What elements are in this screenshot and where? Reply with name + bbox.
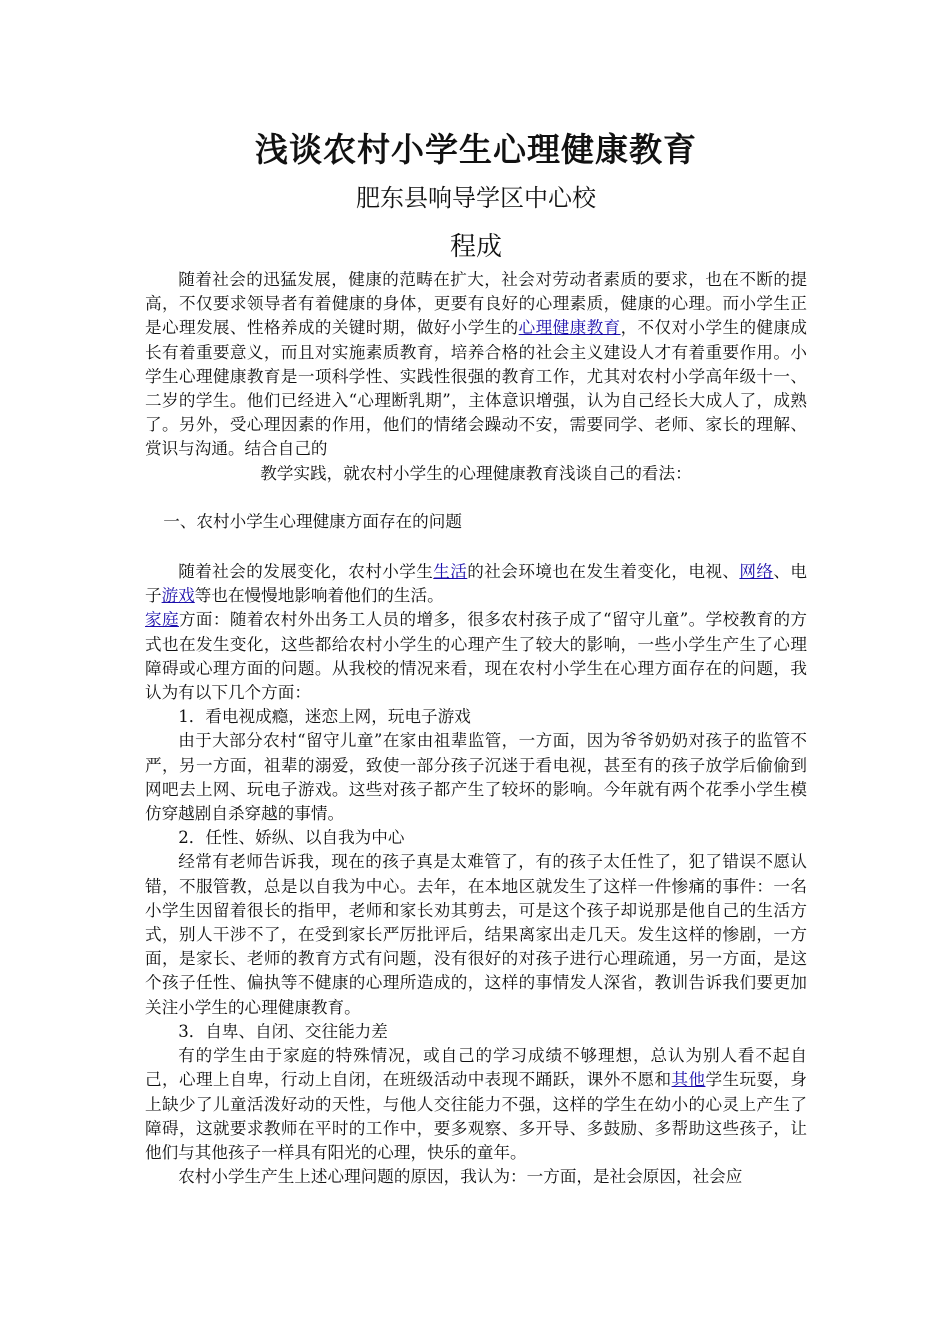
paragraph-text: 方面：随着农村外出务工人员的增多，很多农村孩子成了“留守儿童”。学校教育的方式也在发生变化，这些都给农村小学生的心理产生了较大的影响，一些小学生产生了心理障碍或心理方面的问题。从我校的情况来看，现在农村小学生在心理方面存在的问题，我认为有以下几个方面： xyxy=(145,610,808,703)
document-body xyxy=(145,268,807,1189)
paragraph-text: 等也在慢慢地影响着他们的生活。 xyxy=(194,586,444,606)
link-mental-health-education[interactable]: 心理健康教育 xyxy=(518,318,621,338)
intro-paragraph-end: 教学实践，就农村小学生的心理健康教育浅谈自己的看法： xyxy=(260,463,692,483)
subheading-1: 1．看电视成瘾，迷恋上网，玩电子游戏 xyxy=(178,707,471,727)
paragraph-text: 随着社会的发展变化，农村小学生 xyxy=(178,562,434,582)
school-name: 肥东县响导学区中心校 xyxy=(356,184,596,212)
link-family[interactable]: 家庭 xyxy=(145,610,179,630)
paragraph-environment xyxy=(145,560,807,608)
link-game[interactable]: 游戏 xyxy=(161,586,195,606)
paragraph-self-centered: 经常有老师告诉我，现在的孩子真是太难管了，有的孩子太任性了，犯了错误不愿认错，不服管教，总是以自我为中心。去年，在本地区就发生了这样一件惨痛的事件：一名小学生因留着很长的指甲，老师和家长劝其剪去，可是这个孩子却说那是他自己的生活方式，别人干涉不了，在受到家长严厉批评后，结果离家出走几天。发生这样的惨剧，一方面，是家长、老师的教育方式有问题，没有很好的对孩子进行心理疏通，另一方面，是这个孩子任性、偏执等不健康的心理所造成的，这样的事情发人深省，教训告诉我们要更加关注小学生的心理健康教育。 xyxy=(145,852,807,1017)
paragraph-tv-addiction: 由于大部分农村“留守儿童”在家由祖辈监管，一方面，因为爷爷奶奶对孩子的监管不严，另一方面，祖辈的溺爱，致使一部分孩子沉迷于看电视，甚至有的孩子放学后偷偷到网吧去上网、玩电子游戏。这些对孩子都产生了较坏的影响。今年就有两个花季小学生模仿穿越剧自杀穿越的事情。 xyxy=(145,731,807,824)
paragraph-family xyxy=(145,608,807,705)
link-life[interactable]: 生活 xyxy=(433,562,468,582)
paragraph-text: 学生玩耍，身上缺少了儿童活泼好动的天性，与他人交往能力不强，这样的学生在幼小的心灵上产生了障碍，这就要求教师在平时的工作中，要多观察、多开导、多鼓励、多帮助这些孩子，让他们与其他孩子一样具有阳光的心理，快乐的童年。 xyxy=(145,1070,807,1162)
intro-text-a: 随着社会的迅猛发展，健康的范畴在扩大，社会对劳动者素质的要求，也在不断的提高，不仅要求领导者有着健康的身体，更要有良好的心理素质，健康的心理。而小学生正是心理发展、性格养成的关键时期，做好小学生的 xyxy=(145,270,807,338)
section-heading-1: 一、农村小学生心理健康方面存在的问题 xyxy=(163,511,462,531)
author-name: 程成 xyxy=(449,232,502,262)
link-network[interactable]: 网络 xyxy=(739,562,774,582)
intro-paragraph xyxy=(145,268,807,462)
paragraph-text: 有的学生由于家庭的特殊情况，或自己的学习成绩不够理想，总认为别人看不起自己，心理上自卑，行动上自闭，在班级活动中表现不踊跃，课外不愿和 xyxy=(145,1046,807,1090)
paragraph-text: 的社会环境也在发生着变化，电视、 xyxy=(467,562,740,582)
link-other[interactable]: 其他 xyxy=(671,1070,706,1090)
subheading-2: 2．任性、娇纵、以自我为中心 xyxy=(178,828,405,848)
subheading-3: 3．自卑、自闭、交往能力差 xyxy=(178,1021,388,1041)
intro-text-b: ，不仅对小学生的健康成长有着重要意义，而且对实施素质教育，培养合格的社会主义建设人才有着重要作用。小学生心理健康教育是一项科学性、实践性很强的教育工作，尤其对农村小学高年级十一、二岁的学生。他们已经进入“心理断乳期”，主体意识增强，认为自己经长大成人了，成熟了。另外，受心理因素的作用，他们的情绪会躁动不安，需要同学、老师、家长的理解、赏识与沟通。结合自己的 xyxy=(145,318,807,459)
paragraph-causes: 农村小学生产生上述心理问题的原因，我认为：一方面，是社会原因，社会应 xyxy=(178,1167,743,1187)
paragraph-text: 、电子 xyxy=(145,562,808,606)
document-title: 浅谈农村小学生心理健康教育 xyxy=(255,130,697,169)
paragraph-inferiority xyxy=(145,1044,807,1165)
